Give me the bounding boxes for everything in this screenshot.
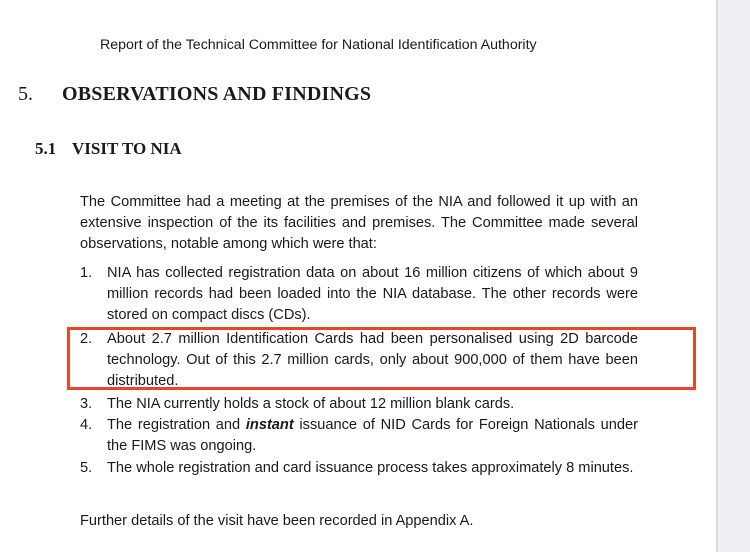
text-line: stored on compact discs (CDs). — [107, 307, 311, 323]
closing-text: Further details of the visit have been recorded in Appendix A. — [80, 513, 474, 529]
text-line: million records had been loaded into the NIA database. The other records were — [107, 286, 638, 302]
text-line: extensive inspection of the its facilities and premises. The Committee made several — [80, 215, 638, 231]
viewer-side-gutter — [716, 0, 750, 552]
list-number: 1. — [80, 265, 93, 281]
text-line: The Committee had a meeting at the premises of the NIA and followed it up with an — [80, 194, 638, 210]
list-number: 4. — [80, 417, 93, 433]
text-line: distributed. — [107, 373, 179, 389]
subsection-title: VISIT TO NIA — [72, 139, 182, 158]
section-number: 5. — [18, 83, 33, 105]
running-header: Report of the Technical Committee for National Identification Authority — [100, 37, 537, 53]
section-title: OBSERVATIONS AND FINDINGS — [62, 83, 372, 105]
text-line: The NIA currently holds a stock of about 12 million blank cards. — [107, 396, 515, 412]
text-line: observations, notable among which were that: — [80, 236, 377, 252]
list-number: 5. — [80, 460, 93, 476]
list-item — [107, 415, 638, 457]
text-line: the FIMS was ongoing. — [107, 438, 257, 454]
emphasized-text: instant — [245, 417, 294, 433]
highlight-box — [67, 327, 696, 390]
subsection-number: 5.1 — [35, 139, 57, 158]
list-number: 3. — [80, 396, 93, 412]
text-line: About 2.7 million Identification Cards had been personalised using 2D barcode — [107, 331, 638, 347]
text-line: The whole registration and card issuance process takes approximately 8 minutes. — [107, 460, 634, 476]
list-item — [107, 394, 638, 415]
intro-paragraph — [80, 192, 638, 255]
list-number: 2. — [80, 331, 93, 347]
list-item — [107, 458, 638, 479]
text-run: issuance of NID Cards for Foreign Nationals under — [293, 417, 638, 433]
text-run: The registration and — [107, 417, 246, 433]
list-item — [107, 263, 638, 326]
text-line: NIA has collected registration data on about 16 million citizens of which about 9 — [107, 265, 638, 281]
text-line — [107, 415, 638, 436]
text-line: technology. Out of this 2.7 million cards, only about 900,000 of them have been — [107, 352, 638, 368]
